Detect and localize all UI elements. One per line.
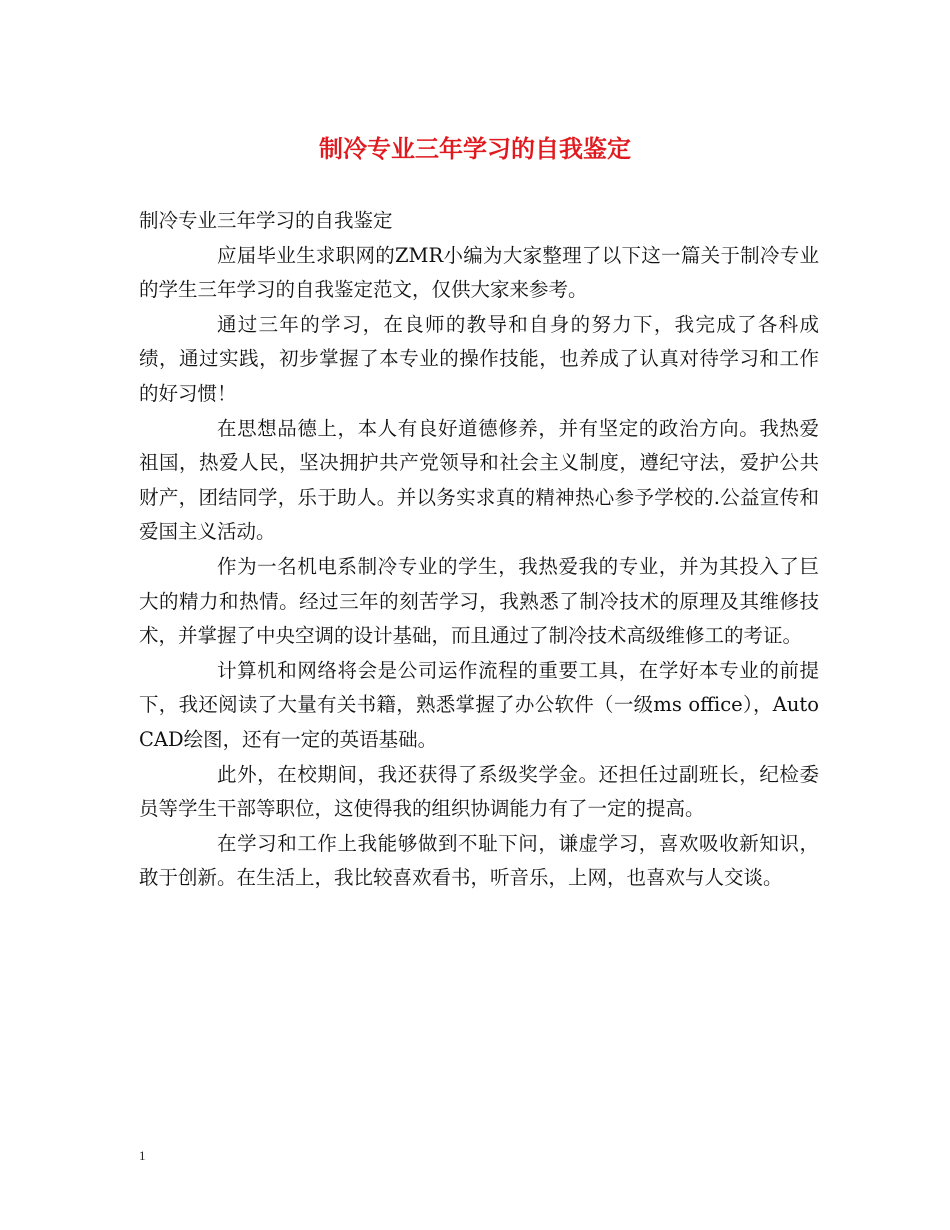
paragraph-awards: 此外，在校期间，我还获得了系级奖学金。还担任过副班长，纪检委员等学生干部等职位，这使得我的组织协调能力有了一定的提高。 <box>139 762 819 821</box>
paragraph-intro: 应届毕业生求职网的ZMR小编为大家整理了以下这一篇关于制冷专业的学生三年学习的自我鉴定范文，仅供大家来参考。 <box>139 243 819 302</box>
document-title: 制冷专业三年学习的自我鉴定 <box>319 135 631 163</box>
document-subtitle: 制冷专业三年学习的自我鉴定 <box>139 209 393 232</box>
document-body <box>139 204 819 896</box>
paragraph-computer: 计算机和网络将会是公司运作流程的重要工具，在学好本专业的前提下，我还阅读了大量有关书籍，熟悉掌握了办公软件（一级ms office），Auto CAD绘图，还有一定的英语基础。 <box>139 658 819 751</box>
paragraph-major: 作为一名机电系制冷专业的学生，我热爱我的专业，并为其投入了巨大的精力和热情。经过三年的刻苦学习，我熟悉了制冷技术的原理及其维修技术，并掌握了中央空调的设计基础，而且通过了制冷技术高级维修工的考证。 <box>139 554 819 648</box>
page-number: 1 <box>139 1148 146 1163</box>
paragraph-morality: 在思想品德上，本人有良好道德修养，并有坚定的政治方向。我热爱祖国，热爱人民，坚决拥护共产党领导和社会主义制度，遵纪守法，爱护公共财产，团结同学，乐于助人。并以务实求真的精神热心参予学校的.公益宣传和爱国主义活动。 <box>139 416 819 544</box>
paragraph-study: 通过三年的学习，在良师的教导和自身的努力下，我完成了各科成绩，通过实践，初步掌握了本专业的操作技能，也养成了认真对待学习和工作的好习惯！ <box>139 312 819 405</box>
paragraph-life: 在学习和工作上我能够做到不耻下问，谦虚学习，喜欢吸收新知识，敢于创新。在生活上，我比较喜欢看书，听音乐，上网，也喜欢与人交谈。 <box>139 831 819 890</box>
